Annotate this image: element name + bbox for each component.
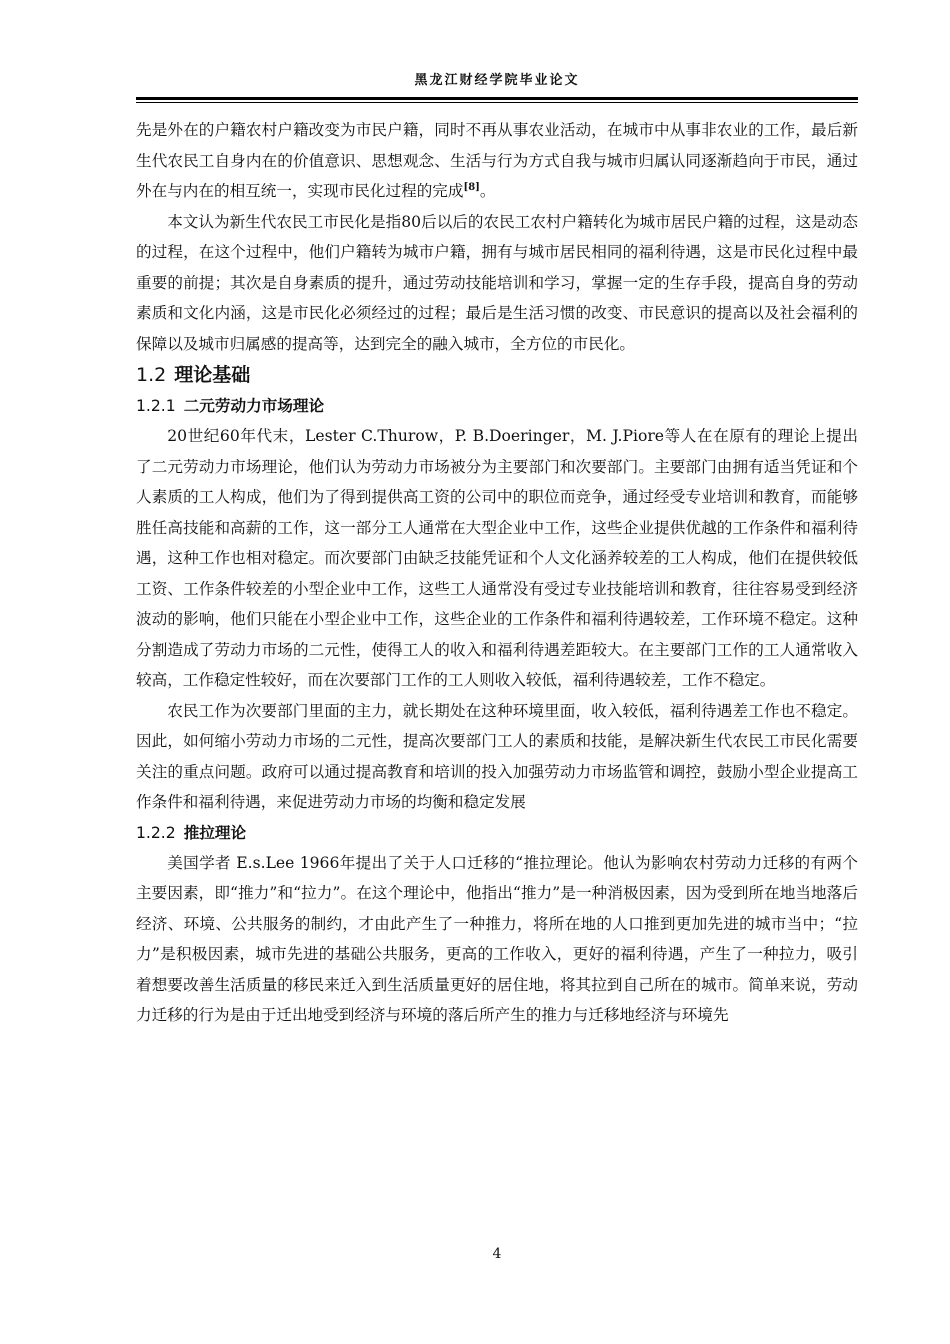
running-header: 黑龙江财经学院毕业论文 xyxy=(414,73,580,88)
subsection-title: 推拉理论 xyxy=(183,823,247,842)
page-body xyxy=(136,115,858,1031)
paragraph-end: 。 xyxy=(479,182,496,200)
paragraph-text: 先是外在的户籍农村户籍改变为市民户籍，同时不再从事农业活动，在城市中从事非农业的工作，最后新生代农民工自身内在的价值意识、思想观念、生活与行为方式自我与城市归属认同逐渐趋向于市民，通过外在与内在的相互统一，实现市民化过程的完成 xyxy=(136,121,858,200)
citation-ref: [8] xyxy=(463,181,480,193)
section-heading-1-2 xyxy=(136,359,858,391)
paragraph-continuation xyxy=(136,115,858,207)
paragraph-migrant-workers: 农民工作为次要部门里面的主力，就长期处在这种环境里面，收入较低，福利待遇差工作也不稳定。因此，如何缩小劳动力市场的二元性，提高次要部门工人的素质和技能，是解决新生代农民工市民化需要关注的重点问题。政府可以通过提高教育和培训的投入加强劳动力市场监管和调控，鼓励小型企业提高工作条件和福利待遇，来促进劳动力市场的均衡和稳定发展 xyxy=(136,701,858,811)
page-number: 4 xyxy=(492,1246,502,1262)
section-number: 1.2 xyxy=(136,364,167,386)
header-rule-thin xyxy=(136,102,858,103)
header-rule-thick xyxy=(136,97,858,100)
subsection-title: 二元劳动力市场理论 xyxy=(183,397,325,415)
subsection-heading-1-2-2 xyxy=(136,818,858,848)
subsection-number: 1.2.2 xyxy=(136,823,176,842)
subsection-heading-1-2-1 xyxy=(136,391,858,421)
paragraph-push-pull: 美国学者 E.s.Lee 1966年提出了关于人口迁移的“推拉理论。他认为影响农村劳动力迁移的有两个主要因素，即“推力”和“拉力”。在这个理论中，他指出“推力”是一种消极因素，因为受到所在地当地落后经济、环境、公共服务的制约，才由此产生了一种推力，将所在地的人口推到更加先进的城市当中；“拉力”是积极因素，城市先进的基础公共服务，更高的工作收入，更好的福利待遇，产生了一种拉力，吸引着想要改善生活质量的移民来迁入到生活质量更好的居住地，将其拉到自己所在的城市。简单来说，劳动力迁移的行为是由于迁出地受到经济与环境的落后所产生的推力与迁移地经济与环境先 xyxy=(136,853,858,1024)
subsection-number: 1.2.1 xyxy=(136,397,176,415)
paragraph-definition: 本文认为新生代农民工市民化是指80后以后的农民工农村户籍转化为城市居民户籍的过程，这是动态的过程，在这个过程中，他们户籍转为城市户籍，拥有与城市居民相同的福利待遇，这是市民化过程中最重要的前提；其次是自身素质的提升，通过劳动技能培训和学习，掌握一定的生存手段，提高自身的劳动素质和文化内涵，这是市民化必须经过的过程；最后是生活习惯的改变、市民意识的提高以及社会福利的保障以及城市归属感的提高等，达到完全的融入城市，全方位的市民化。 xyxy=(136,212,858,353)
paragraph-dual-labor-market: 20世纪60年代末，Lester C.Thurow，P. B.Doeringer，M. J.Piore等人在在原有的理论上提出了二元劳动力市场理论，他们认为劳动力市场被分为主要部门和次要部门。主要部门由拥有适当凭证和个人素质的工人构成，他们为了得到提供高工资的公司中的职位而竞争，通过经受专业培训和教育，而能够胜任高技能和高薪的工作，这一部分工人通常在大型企业中工作，这些企业提供优越的工作条件和福利待遇，这种工作也相对稳定。而次要部门由缺乏技能凭证和个人文化涵养较差的工人构成，他们在提供较低工资、工作条件较差的小型企业中工作，这些工人通常没有受过专业技能培训和教育，往往容易受到经济波动的影响，他们只能在小型企业中工作，这些企业的工作条件和福利待遇较差，工作环境不稳定。这种分割造成了劳动力市场的二元性，使得工人的收入和福利待遇差距较大。在主要部门工作的工人通常收入较高，工作稳定性较好，而在次要部门工作的工人则收入较低，福利待遇较差，工作不稳定。 xyxy=(136,427,858,689)
section-title: 理论基础 xyxy=(174,364,251,386)
